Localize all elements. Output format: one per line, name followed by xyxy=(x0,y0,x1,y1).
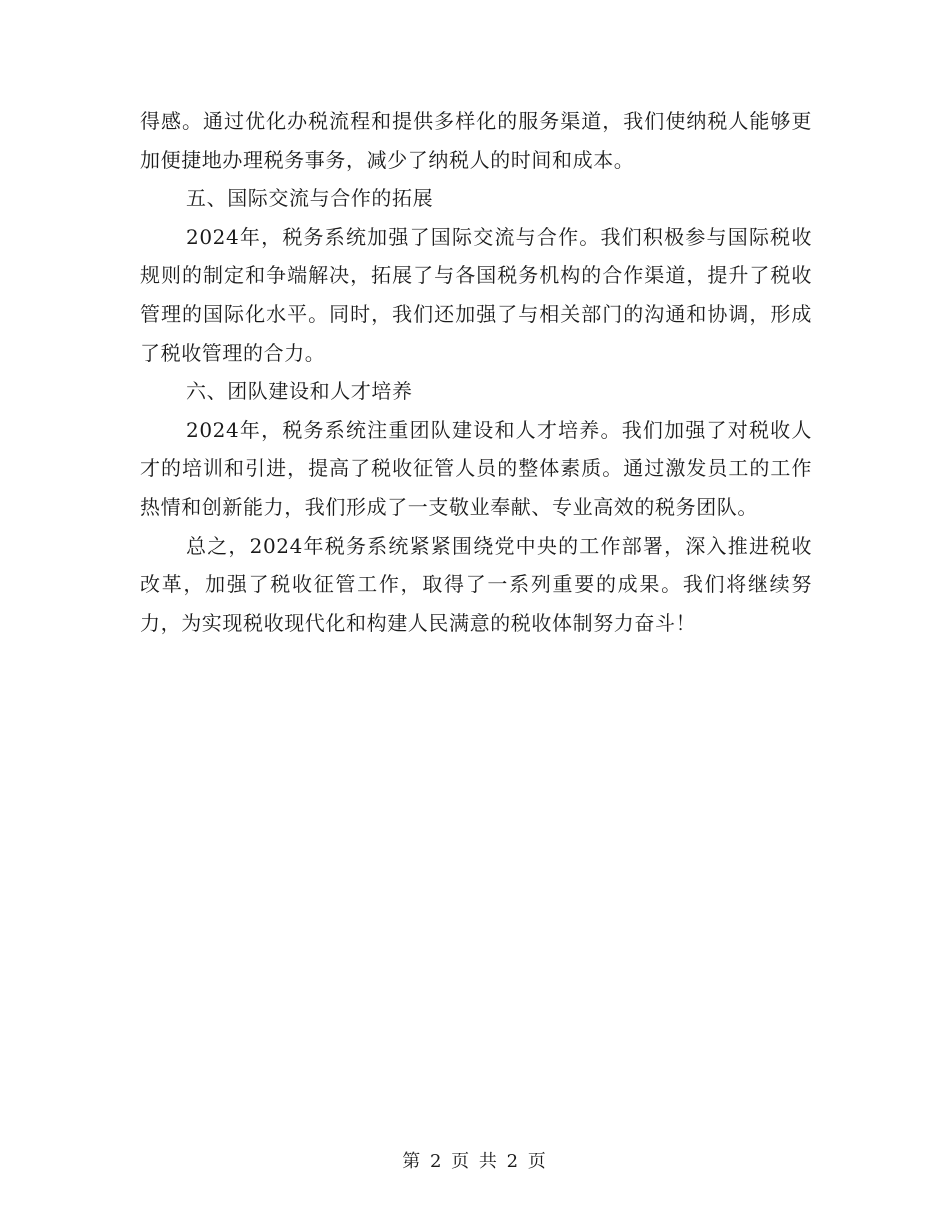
section-heading-team-building: 六、团队建设和人才培养 xyxy=(186,379,413,404)
paragraph-team-building: 2024年，税务系统注重团队建设和人才培养。我们加强了对税收人才的培训和引进，提高了税收征管人员的整体素质。通过激发员工的工作热情和创新能力，我们形成了一支敬业奉献、专业高效的税务团队。 xyxy=(140,417,812,519)
section-heading-international-cooperation: 五、国际交流与合作的拓展 xyxy=(186,186,434,211)
paragraph-international-cooperation: 2024年，税务系统加强了国际交流与合作。我们积极参与国际税收规则的制定和争端解决，拓展了与各国税务机构的合作渠道，提升了税收管理的国际化水平。同时，我们还加强了与相关部门的沟通和协调，形成了税收管理的合力。 xyxy=(140,224,812,365)
document-body xyxy=(140,102,812,642)
paragraph-conclusion: 总之，2024年税务系统紧紧围绕党中央的工作部署，深入推进税收改革，加强了税收征管工作，取得了一系列重要的成果。我们将继续努力，为实现税收现代化和构建人民满意的税收体制努力奋斗！ xyxy=(140,533,812,635)
page-number-footer: 第 2 页 共 2 页 xyxy=(402,1151,548,1172)
paragraph-continuation: 得感。通过优化办税流程和提供多样化的服务渠道，我们使纳税人能够更加便捷地办理税务事务，减少了纳税人的时间和成本。 xyxy=(140,109,812,172)
